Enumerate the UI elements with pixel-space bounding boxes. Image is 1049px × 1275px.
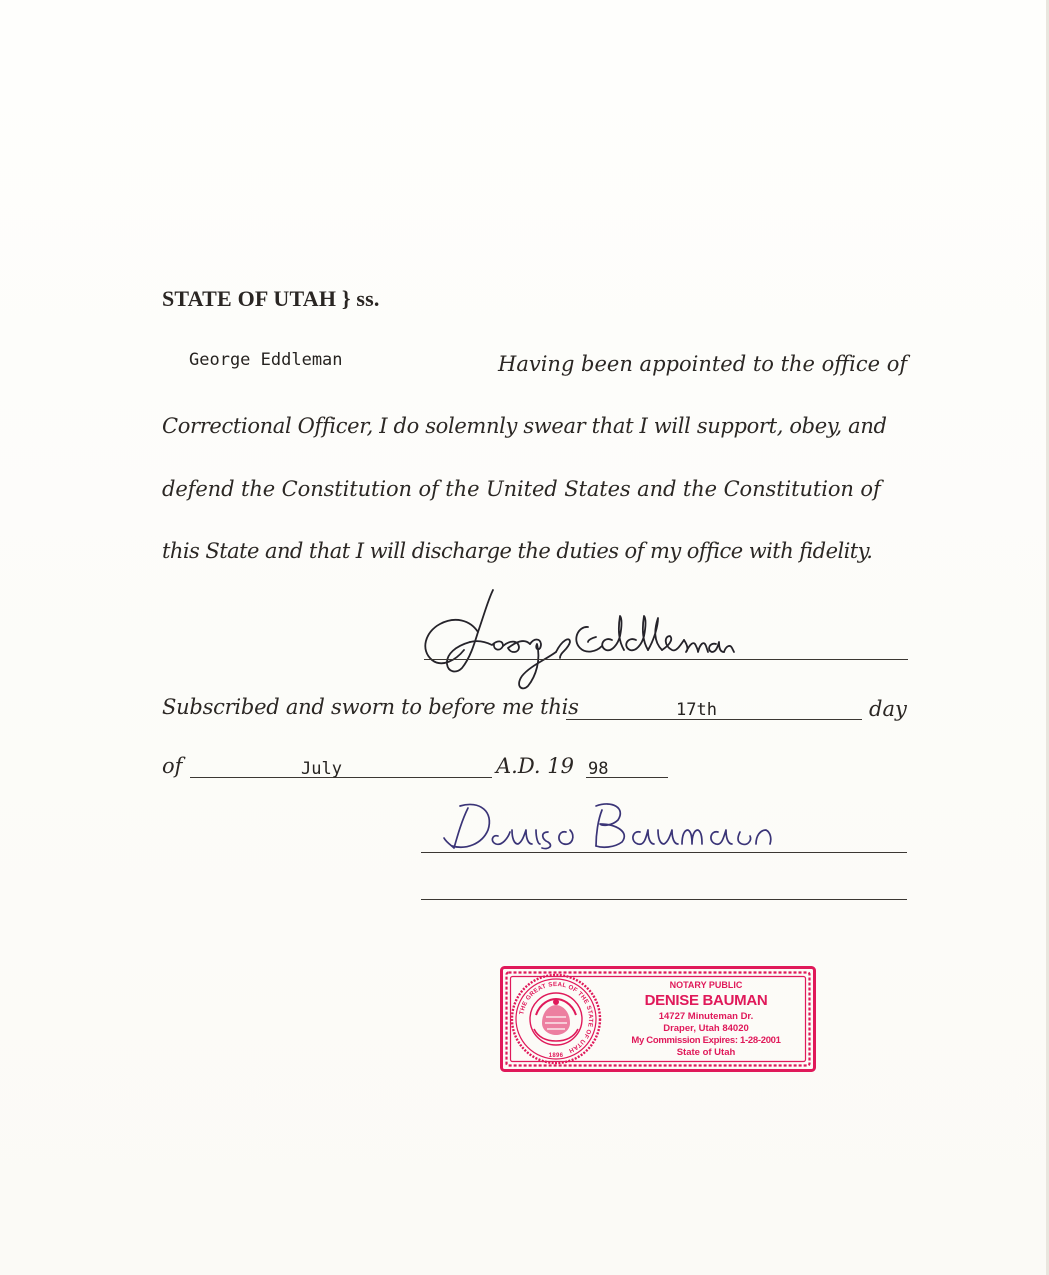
oath-line-2: Correctional Officer, I do solemnly swear that I will support, obey, and: [162, 414, 887, 438]
stamp-title: NOTARY PUBLIC: [669, 980, 743, 990]
typed-name: George Eddleman: [189, 350, 343, 370]
stamp-address-1: 14727 Minuteman Dr.: [658, 1011, 754, 1022]
oath-line-4: this State and that I will discharge the duties of my office with fidelity.: [162, 539, 873, 563]
month-value: July: [301, 759, 342, 779]
stamp-name: DENISE BAUMAN: [644, 992, 768, 1009]
state-heading: STATE OF UTAH } ss.: [162, 286, 380, 311]
ad-label: A.D. 19: [496, 754, 575, 778]
stamp-state: State of Utah: [676, 1047, 736, 1058]
day-value: 17th: [676, 700, 717, 720]
subscribed-label: Subscribed and sworn to before me this: [162, 695, 579, 719]
day-label: day: [869, 697, 907, 721]
of-label: of: [162, 754, 183, 778]
svg-text:THE GREAT SEAL OF THE STATE OF: THE GREAT SEAL OF THE STATE OF UTAH: [518, 980, 595, 1055]
notary-stamp: [500, 966, 816, 1072]
svg-text:1896: 1896: [548, 1053, 564, 1059]
notary-signature-line: [421, 852, 907, 853]
stamp-commission: My Commission Expires: 1-28-2001: [631, 1035, 781, 1046]
oath-line-3: defend the Constitution of the United States and the Constitution of: [162, 477, 881, 501]
stamp-address-2: Draper, Utah 84020: [663, 1023, 749, 1034]
state-seal-icon: [512, 975, 600, 1063]
notary-title-line: [421, 899, 907, 900]
oath-line-1: Having been appointed to the office of: [498, 352, 908, 376]
year-suffix: 98: [588, 759, 609, 779]
